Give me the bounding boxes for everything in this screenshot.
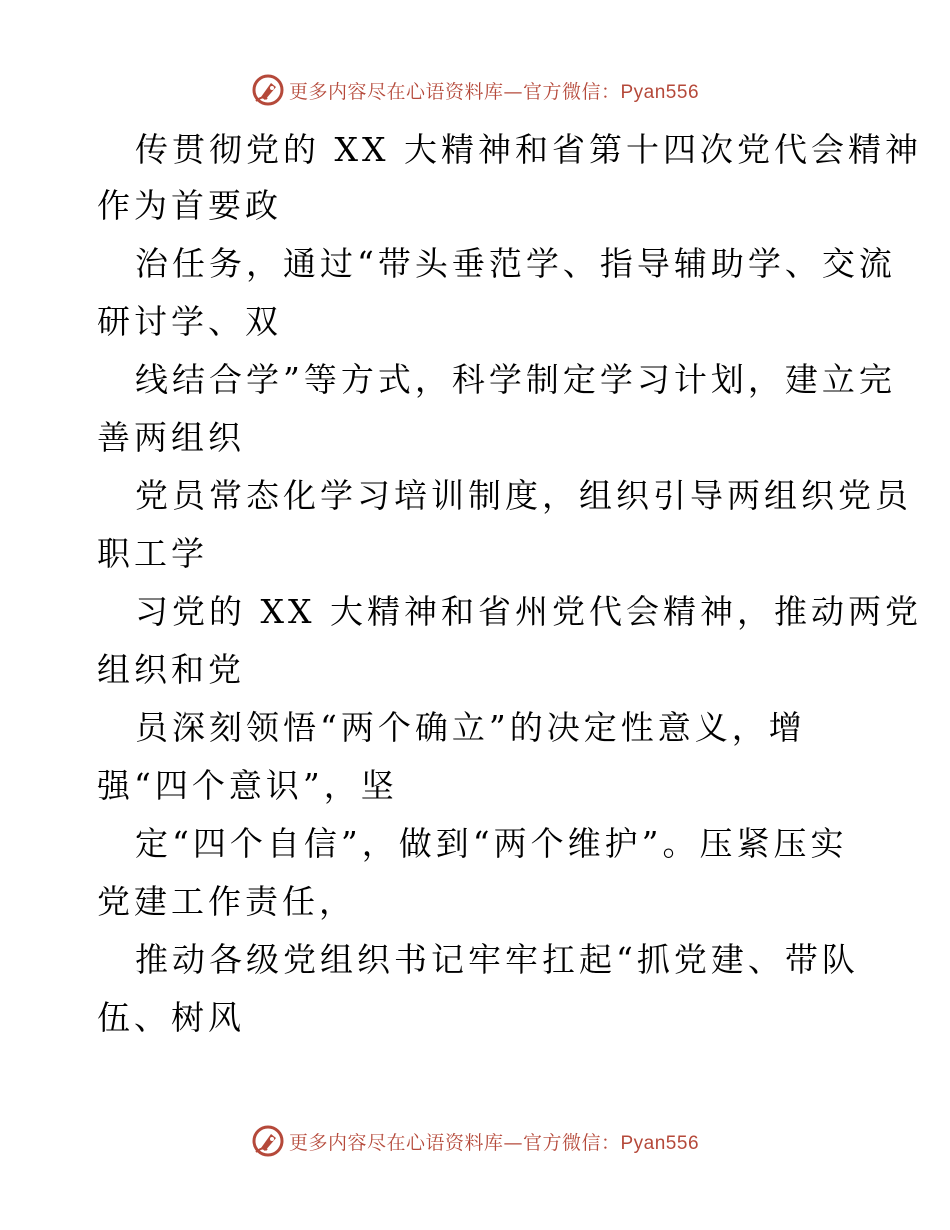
text-line: 传贯彻党的 XX 大精神和省第十四次党代会精神 [135,130,922,169]
header-watermark [0,70,950,110]
pen-nib-logo-icon [251,73,285,107]
footer-watermark [0,1121,950,1161]
text-line: 推动各级党组织书记牢牢扛起“抓党建、带队 [135,940,859,979]
text-line: 伍、树风 [97,998,245,1037]
text-line: 员深刻领悟“两个确立”的决定性意义，增 [135,708,806,747]
text-line: 线结合学”等方式，科学制定学习计划，建立完 [135,360,896,399]
pen-nib-logo-icon [251,1124,285,1158]
text-line: 职工学 [97,534,208,573]
text-line: 研讨学、双 [97,302,282,341]
text-line: 强“四个意识”，坚 [97,766,398,805]
text-line: 组织和党 [97,650,245,689]
text-line: 作为首要政 [97,186,282,225]
text-line: 党员常态化学习培训制度，组织引导两组织党员 [135,476,912,515]
text-line: 善两组织 [97,418,245,457]
watermark-text: 更多内容尽在心语资料库—官方微信：Pyan556 [288,1131,700,1154]
watermark-text: 更多内容尽在心语资料库—官方微信：Pyan556 [288,80,700,103]
text-line: 习党的 XX 大精神和省州党代会精神，推动两党 [135,592,922,631]
text-line: 党建工作责任， [97,882,356,921]
text-line: 定“四个自信”，做到“两个维护”。压紧压实 [135,824,848,863]
text-line: 治任务，通过“带头垂范学、指导辅助学、交流 [135,244,896,283]
